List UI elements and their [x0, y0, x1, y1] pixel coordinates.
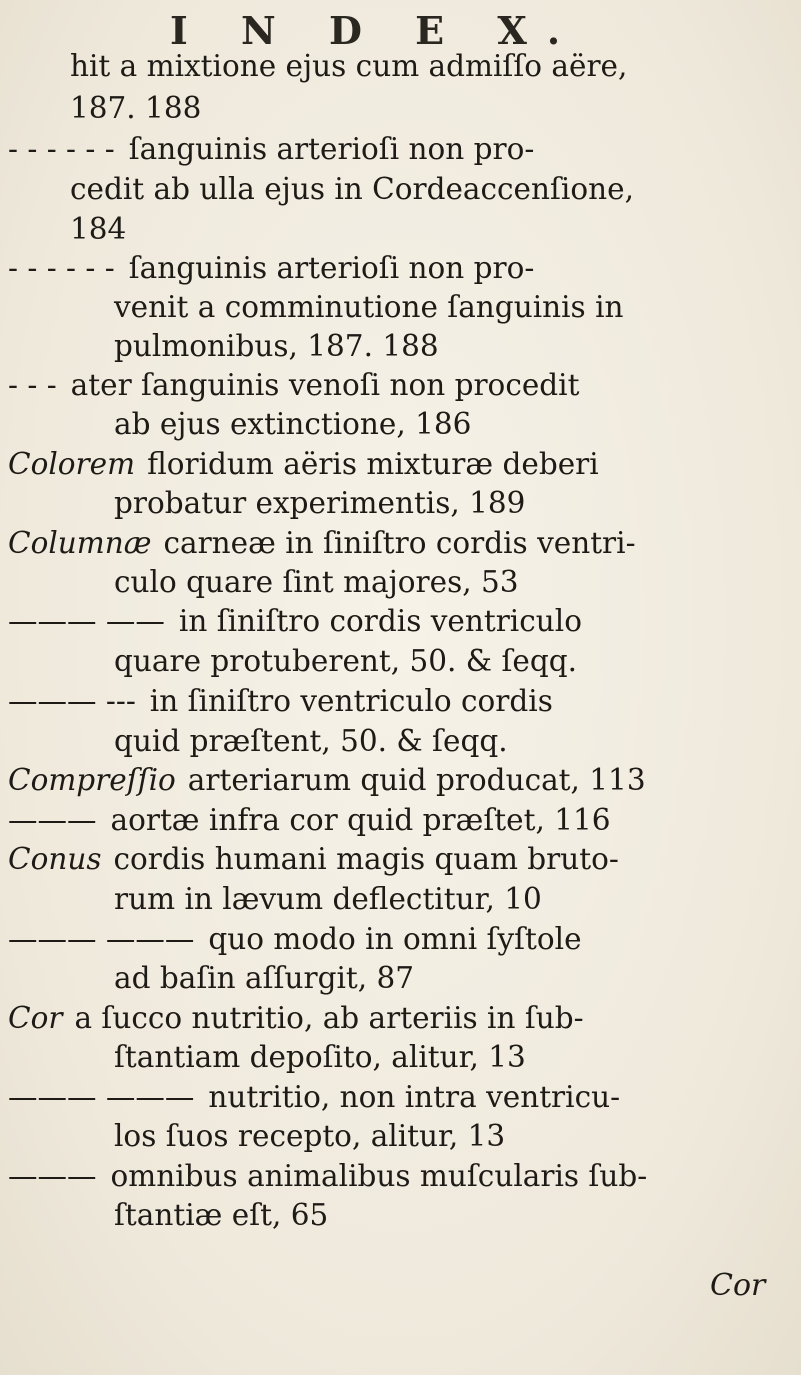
index-line	[8, 1000, 584, 1036]
entry-text: hit a mixtione ejus cum admiſſo aëre,	[70, 49, 628, 83]
entry-text: ad baſin aſſurgit, 87	[114, 961, 415, 995]
index-line	[8, 1158, 647, 1194]
entry-text: ſtantiam depoſito, alitur, 13	[114, 1040, 526, 1074]
entry-headword: Cor	[8, 1001, 63, 1035]
ditto-dashes: ——— ---	[8, 684, 136, 718]
ditto-dashes: - - - - - -	[8, 132, 115, 166]
entry-text: floridum aëris mixturæ deberi	[147, 447, 599, 481]
entry-text: carneæ in ſiniſtro cordis ventri-	[163, 526, 636, 560]
index-line	[114, 1039, 526, 1075]
ditto-dashes: - - -	[8, 368, 57, 402]
ditto-dashes: - - - - - -	[8, 251, 115, 285]
index-line	[8, 367, 579, 403]
entry-text: pulmonibus, 187. 188	[114, 329, 439, 363]
entry-text: omnibus animalibus muſcularis ſub-	[110, 1159, 648, 1193]
index-line	[114, 643, 577, 679]
index-line	[114, 1118, 505, 1154]
entry-text: ſtantiæ eſt, 65	[114, 1198, 329, 1232]
index-line	[114, 881, 542, 917]
index-line	[114, 328, 439, 364]
ditto-dashes: ——— ———	[8, 922, 195, 956]
index-line	[114, 485, 525, 521]
ditto-dashes: ———	[8, 803, 97, 837]
entry-headword: Columnæ	[8, 526, 152, 560]
entry-text: rum in lævum deflectitur, 10	[114, 882, 542, 916]
ditto-dashes: ——— ———	[8, 1080, 195, 1114]
index-line	[114, 289, 624, 325]
ditto-dashes: ——— ——	[8, 604, 165, 638]
entry-text: ab ejus extinctione, 186	[114, 407, 472, 441]
index-line	[70, 211, 126, 247]
entry-text: cedit ab ulla ejus in Cordeaccenſione,	[70, 172, 634, 206]
entry-text: culo quare ſint majores, 53	[114, 565, 519, 599]
entry-text: quid præſtent, 50. & ſeqq.	[114, 724, 508, 758]
ditto-dashes: ———	[8, 1159, 97, 1193]
index-line	[70, 90, 201, 126]
catchword: Cor	[710, 1268, 766, 1303]
index-line	[8, 802, 611, 838]
index-header: I N D E X.	[170, 8, 581, 53]
index-line	[114, 1197, 328, 1233]
index-line	[8, 841, 619, 877]
index-line	[8, 921, 582, 957]
index-line	[8, 446, 599, 482]
index-line	[114, 723, 508, 759]
index-line	[114, 960, 414, 996]
entry-text: 187. 188	[70, 91, 202, 125]
index-line	[114, 564, 519, 600]
entry-text: venit a comminutione ſanguinis in	[114, 290, 624, 324]
index-line	[114, 406, 471, 442]
entry-text: cordis humani magis quam bruto-	[113, 842, 619, 876]
entry-headword: Conus	[8, 842, 102, 876]
entry-headword: Colorem	[8, 447, 136, 481]
index-line	[8, 603, 582, 639]
index-line	[8, 683, 553, 719]
index-line	[70, 171, 634, 207]
entry-text: ſanguinis arterioſi non pro-	[128, 132, 535, 166]
index-line	[70, 48, 627, 84]
entry-text: aortæ infra cor quid præſtet, 116	[110, 803, 611, 837]
index-line	[8, 131, 534, 167]
entry-text: ſanguinis arterioſi non pro-	[128, 251, 535, 285]
entry-text: quo modo in omni ſyſtole	[208, 922, 582, 956]
index-line	[8, 525, 636, 561]
entry-text: probatur experimentis, 189	[114, 486, 526, 520]
entry-text: in ſiniſtro cordis ventriculo	[178, 604, 582, 638]
entry-text: 184	[70, 212, 127, 246]
entry-text: arteriarum quid producat, 113	[187, 763, 646, 797]
entry-text: in ſiniſtro ventriculo cordis	[149, 684, 553, 718]
index-line	[8, 1079, 620, 1115]
index-line	[8, 762, 646, 798]
entry-text: quare protuberent, 50. & ſeqq.	[114, 644, 577, 678]
entry-text: nutritio, non intra ventricu-	[208, 1080, 621, 1114]
entry-text: los ſuos recepto, alitur, 13	[114, 1119, 506, 1153]
entry-text: a ſucco nutritio, ab arteriis in ſub-	[74, 1001, 584, 1035]
index-line	[8, 250, 534, 286]
entry-text: ater ſanguinis venoſi non procedit	[70, 368, 580, 402]
entry-headword: Compreſſio	[8, 763, 176, 797]
